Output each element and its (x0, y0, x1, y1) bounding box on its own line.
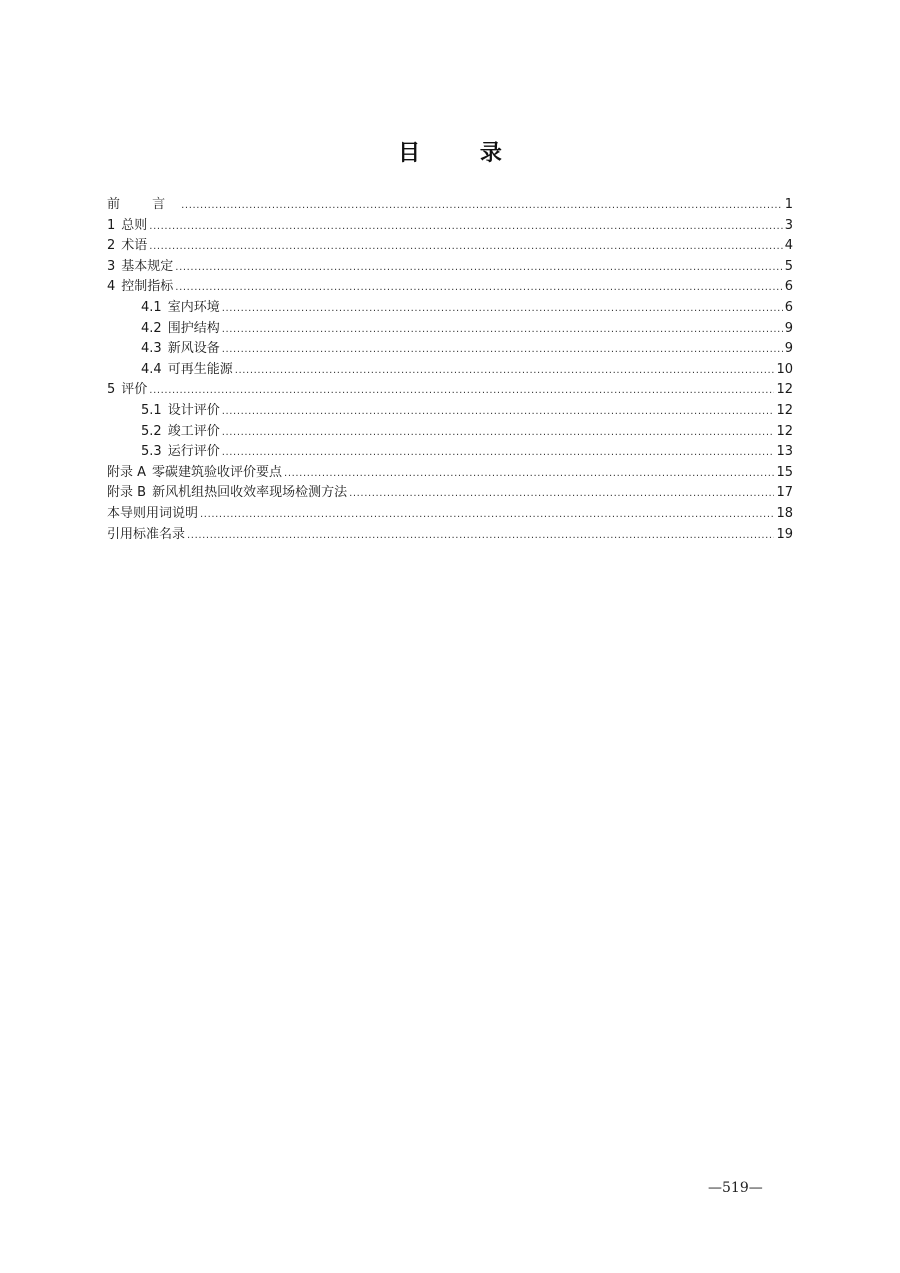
toc-entry-label: 设计评价 (167, 402, 220, 418)
toc-entry-label: 术语 (121, 238, 148, 254)
toc-entry-label: 基本规定 (121, 258, 174, 274)
toc-entry-number: 4.2 (141, 320, 162, 336)
toc-entry (107, 483, 793, 504)
toc-entry (107, 319, 793, 340)
toc-entry-number: 附录 B (107, 485, 147, 501)
toc-entry-label: 竣工评价 (167, 423, 220, 439)
page-number: —519— (708, 1180, 763, 1196)
toc-entry-number: 5.1 (141, 402, 162, 418)
toc-leader-dots (175, 258, 782, 279)
toc-entry (107, 236, 793, 257)
toc-entry-label: 运行评价 (167, 444, 220, 460)
toc-entry-label: 零碳建筑验收评价要点 (152, 464, 283, 480)
toc-leader-dots (222, 423, 775, 444)
toc-entry-label: 控制指标 (121, 279, 174, 295)
toc-entry-page: 6 (784, 299, 793, 315)
toc-entry-label: 围护结构 (167, 320, 220, 336)
table-of-contents (107, 195, 793, 545)
toc-entry-label: 本导则用词说明 (107, 505, 199, 521)
toc-entry-page: 13 (776, 444, 793, 460)
toc-entry-page: 12 (776, 382, 793, 398)
toc-entry (107, 257, 793, 278)
toc-leader-dots (181, 196, 783, 217)
toc-entry-number: 5 (107, 382, 116, 398)
toc-entry-number: 4.3 (141, 341, 162, 357)
toc-entry-page: 1 (784, 197, 793, 212)
toc-leader-dots (200, 505, 774, 526)
toc-entry (107, 442, 793, 463)
toc-entry-page: 10 (776, 361, 793, 377)
toc-leader-dots (235, 361, 775, 382)
toc-leader-dots (349, 484, 774, 505)
toc-entry-page: 15 (776, 464, 793, 480)
toc-entry-page: 5 (784, 258, 793, 274)
toc-leader-dots (149, 381, 774, 402)
toc-leader-dots (149, 237, 782, 258)
toc-entry-label: 可再生能源 (167, 361, 233, 377)
toc-entry-page: 4 (784, 238, 793, 254)
toc-entry-page: 12 (776, 423, 793, 439)
toc-leader-dots (175, 278, 782, 299)
toc-entry-number: 4 (107, 279, 116, 295)
toc-entry (107, 277, 793, 298)
toc-entry (107, 401, 793, 422)
toc-entry-page: 17 (776, 485, 793, 501)
toc-entry (107, 504, 793, 525)
toc-leader-dots (222, 340, 783, 361)
toc-entry-label: 引用标准名录 (107, 526, 186, 542)
toc-entry-number: 4.4 (141, 361, 162, 377)
toc-entry (107, 463, 793, 484)
toc-entry-page: 18 (776, 505, 793, 521)
toc-entry-page: 19 (776, 526, 793, 542)
toc-entry-number: 5.3 (141, 444, 162, 460)
toc-entry-label: 新风机组热回收效率现场检测方法 (152, 485, 348, 501)
toc-leader-dots (284, 464, 774, 485)
toc-entry (107, 380, 793, 401)
toc-entry (107, 298, 793, 319)
toc-entry-page: 9 (784, 341, 793, 357)
toc-entry-page: 6 (784, 279, 793, 295)
toc-leader-dots (222, 299, 783, 320)
toc-entry-label: 总则 (121, 217, 148, 233)
toc-entry-label: 室内环境 (167, 299, 220, 315)
toc-entry-page: 12 (776, 402, 793, 418)
toc-leader-dots (187, 526, 774, 547)
toc-entry-number: 1 (107, 217, 116, 233)
toc-entry-number: 3 (107, 258, 116, 274)
toc-entry (107, 195, 793, 216)
toc-entry (107, 339, 793, 360)
toc-entry-page: 9 (784, 320, 793, 336)
toc-entry-page: 3 (784, 217, 793, 233)
toc-entry (107, 216, 793, 237)
toc-entry-number: 4.1 (141, 299, 162, 315)
toc-leader-dots (222, 402, 775, 423)
toc-entry-number: 2 (107, 238, 116, 254)
toc-entry-label: 评价 (121, 382, 148, 398)
toc-entry (107, 360, 793, 381)
toc-entry-label: 新风设备 (167, 341, 220, 357)
toc-entry (107, 525, 793, 546)
toc-leader-dots (222, 320, 783, 341)
toc-entry-label: 前 言 (107, 197, 180, 212)
toc-leader-dots (222, 443, 775, 464)
toc-leader-dots (149, 217, 782, 238)
toc-entry-number: 附录 A (107, 464, 147, 480)
page-title: 目 录 (398, 141, 528, 166)
toc-entry (107, 422, 793, 443)
toc-entry-number: 5.2 (141, 423, 162, 439)
